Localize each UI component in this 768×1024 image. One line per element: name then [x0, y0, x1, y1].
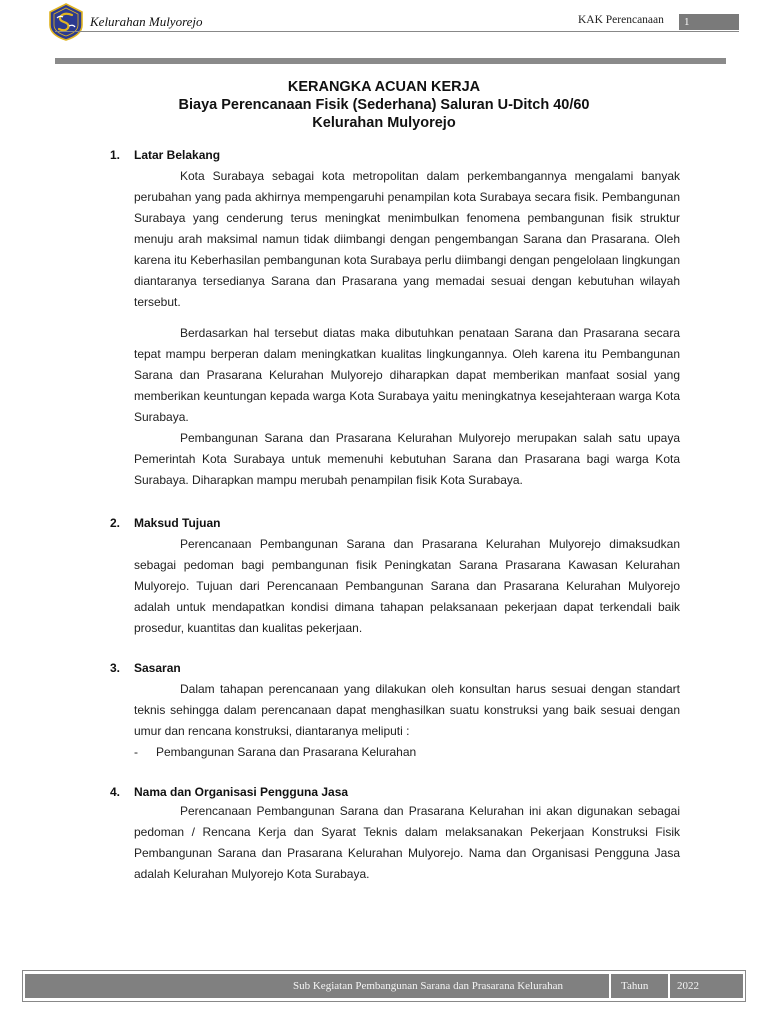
- section-sasaran: [110, 659, 680, 763]
- document-code: KAK Perencanaan: [578, 14, 664, 26]
- section-title: Latar Belakang: [134, 148, 221, 162]
- section-number: 3.: [110, 661, 121, 675]
- footer-year: 2022: [677, 980, 699, 992]
- brand-name: Kelurahan Mulyorejo: [90, 14, 203, 29]
- surabaya-emblem-icon: [48, 3, 84, 41]
- document-title: [0, 78, 768, 132]
- page-header: [0, 0, 768, 70]
- section-title: Nama dan Organisasi Pengguna Jasa: [134, 785, 349, 799]
- section-heading: [110, 514, 680, 532]
- page-number: 1: [679, 14, 739, 30]
- page-footer: [25, 974, 743, 998]
- section-number: 4.: [110, 785, 121, 799]
- title-line-1: KERANGKA ACUAN KERJA: [287, 79, 481, 95]
- title-line-2: Biaya Perencanaan Fisik (Sederhana) Saluran U-Ditch 40/60: [178, 97, 590, 113]
- paragraph: Dalam tahapan perencanaan yang dilakukan oleh konsultan harus sesuai dengan standart teknis sehingga dalam perencanaan dapat menghasilkan suatu konstruksi yang baik sesuai dengan umur dan rencana konstruksi, diantaranya meliputi :: [134, 682, 680, 738]
- paragraph: Perencanaan Pembangunan Sarana dan Prasarana Kelurahan ini akan digunakan sebagai pedoman / Rencana Kerja dan Syarat Teknis dalam melaksanakan Pekerjaan Konstruksi Fisik Pembangunan Sarana dan Prasarana Kelurahan Mulyorejo. Nama dan Organisasi Pengguna Jasa adalah Kelurahan Mulyorejo Kota Surabaya.: [134, 804, 680, 881]
- paragraph: Berdasarkan hal tersebut diatas maka dibutuhkan penataan Sarana dan Prasarana secara tepat mampu berperan dalam meningkatkan kualitas lingkungannya. Oleh karena itu Pembangunan Sarana dan Prasarana Kelurahan Mulyorejo diharapkan dapat memberikan manfaat sosial yang memberikan keuntungan kepada warga Kota Surabaya yaitu meningkatnya kesejahteraan warga Kota Surabaya.: [134, 326, 680, 424]
- section-heading: [110, 783, 680, 801]
- section-number: 1.: [110, 148, 121, 162]
- list-item-text: Pembangunan Sarana dan Prasarana Kelurahan: [156, 745, 417, 759]
- section-title: Maksud Tujuan: [134, 516, 221, 530]
- section-heading: [110, 659, 680, 677]
- list-item: [110, 742, 680, 763]
- paragraph: Perencanaan Pembangunan Sarana dan Prasarana Kelurahan Mulyorejo dimaksudkan sebagai pedoman bagi pembangunan fisik Peningkatan Sarana Prasarana Kawasan Kelurahan Mulyorejo. Tujuan dari Perencanaan Pembangunan Sarana dan Prasarana Kelurahan Mulyorejo adalah untuk mendapatkan kondisi dimana tahapan pelaksanaan pekerjaan dapat terkendali baik prosedur, kuantitas dan kualitas pekerjaan.: [134, 537, 680, 635]
- section-heading: [110, 146, 680, 164]
- section-title: Sasaran: [134, 661, 181, 675]
- header-rule-thin: [55, 31, 739, 32]
- section-latar-belakang: [110, 146, 680, 491]
- footer-divider: [609, 974, 611, 998]
- document-body: [110, 146, 680, 885]
- footer-year-label: Tahun: [621, 980, 649, 992]
- footer-sub-kegiatan: Sub Kegiatan Pembangunan Sarana dan Prasarana Kelurahan: [293, 980, 564, 992]
- header-rule-thick: [55, 58, 726, 64]
- title-line-3: Kelurahan Mulyorejo: [312, 115, 456, 131]
- bullet-dash: -: [134, 745, 138, 759]
- section-number: 2.: [110, 516, 121, 530]
- paragraph: Pembangunan Sarana dan Prasarana Kelurahan Mulyorejo merupakan salah satu upaya Pemerintah Kota Surabaya untuk memenuhi kebutuhan Sarana dan Prasarana bagi warga Kota Surabaya. Diharapkan mampu merubah penampilan fisik Kota Surabaya.: [134, 431, 680, 487]
- footer-divider: [668, 974, 670, 998]
- paragraph: Kota Surabaya sebagai kota metropolitan dalam perkembangannya mengalami banyak perubahan yang pada akhirnya mempengaruhi penampilan kota Surabaya secara fisik. Pembangunan Surabaya yang cenderung terus meningkat menimbulkan fenomena pembangunan fisik struktur menuju arah maksimal namun tidak diimbangi dengan pengembangan Sarana dan Prasarana. Oleh karena itu Keberhasilan pembangunan kota Surabaya perlu diimbangi dengan pengelolaan lingkungan diantaranya tersedianya Sarana dan Prasarana yang memadai sesuai dengan kebutuhan wilayah tersebut.: [134, 169, 680, 309]
- section-maksud-tujuan: [110, 514, 680, 639]
- section-nama-organisasi: [110, 783, 680, 885]
